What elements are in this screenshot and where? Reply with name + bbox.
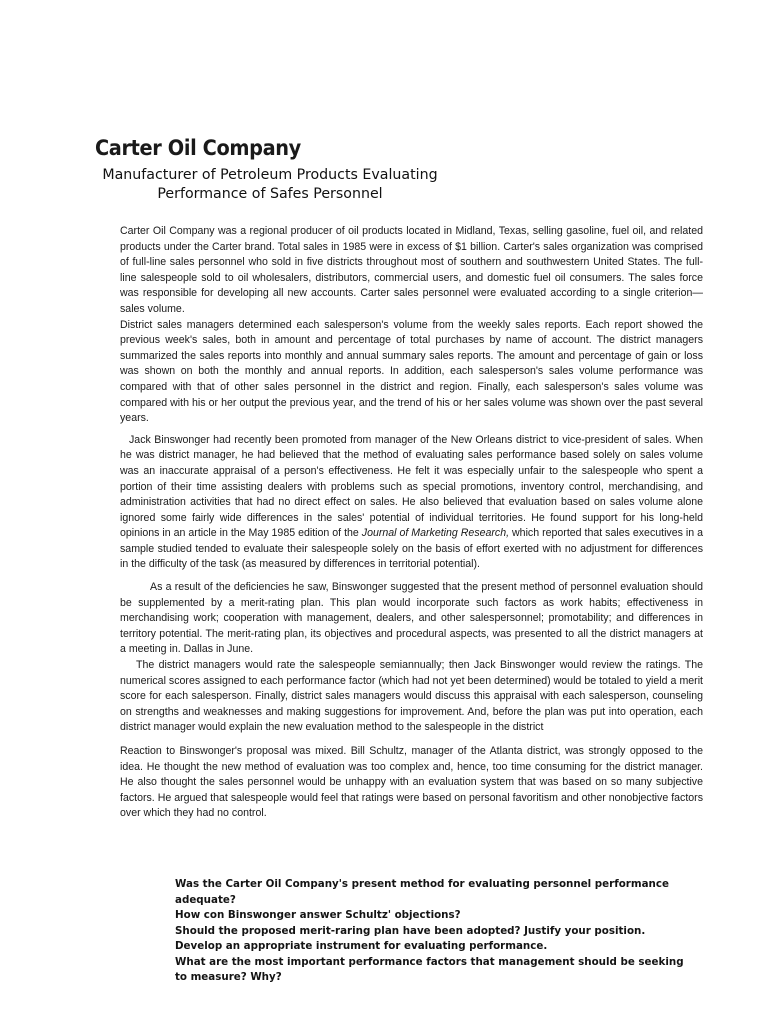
document-title: Carter Oil Company <box>95 136 301 160</box>
question-item: How con Binswonger answer Schultz' objections? <box>175 909 461 921</box>
paragraph-reaction: Reaction to Binswonger's proposal was mixed. Bill Schultz, manager of the Atlanta district, was strongly opposed to the idea. He thought the new method of evaluation was too complex and, hence, too time consuming for the district manager. He also thought the sales personnel would be unhappy with an evaluation system that was based on so many subjective factors. He argued that salespeople would feel that ratings were based on personal favoritism and other nonobjective factors over which they had no control. <box>120 745 703 820</box>
paragraph-text: Jack Binswonger had recently been promoted from manager of the New Orleans district to vice-president of sales. When he was district manager, he had believed that the method of evaluating sales performance based solely on sales volume was an inaccurate appraisal of a person's effectiveness. He felt it was especially unfair to the salespeople who spent a portion of their time assisting dealers with problems such as special promotions, inventory control, merchandising, and administration activities that had no direct effect on sales. He also believed that evaluation based on sales volume alone ignored some fairly wide differences in the sales' potential of individual territories. He found support for his long-held opinions in an article in the May 1985 edition of the <box>120 433 703 540</box>
discussion-questions <box>175 877 695 986</box>
paragraph-sales-reports: District sales managers determined each salesperson's volume from the weekly sales reports. Each report showed the previous week's sales, both in amount and percentage of total purchases by name of account. The district managers summarized the sales reports into monthly and annual summary sales reports. The amount and percentage of gain or loss was shown on both the monthly and annual reports. In addition, each salesperson's sales volume performance was compared with that of other sales personnel in the district and region. Finally, each salesperson's sales volume was compared with his or her output the previous year, and the trend of his or her sales volume was shown over the past several years. <box>120 318 703 425</box>
document-subtitle <box>95 166 445 204</box>
question-item: What are the most important performance factors that management should be seeking to measure? Why? <box>175 955 684 983</box>
question-item: Should the proposed merit-raring plan have been adopted? Justify your position. Develop an appropriate instrument for evaluating performance. <box>175 924 646 952</box>
paragraph-company-overview: Carter Oil Company was a regional producer of oil products located in Midland, Texas, selling gasoline, fuel oil, and related products under the Carter brand. Total sales in 1985 were in excess of $1 billion. Carter's sales organization was comprised of full-line sales personnel who sold in five districts throughout most of southern and southwestern United States. The full-line salespeople sold to oil wholesalers, distributors, commercial users, and domestic fuel oil consumers. The sales force was responsible for developing all new accounts. Carter sales personnel were evaluated according to a single criterion—sales volume. <box>120 225 703 315</box>
paragraph-rating-process: The district managers would rate the salespeople semiannually; then Jack Binswonger would review the ratings. The numerical scores assigned to each performance factor (which had not yet been determined) would be totaled to yield a merit score for each salesperson. Finally, district sales managers would discuss this appraisal with each salesperson, counseling on strengths and weaknesses and making suggestions for improvement. And, before the plan was put into operation, each district manager would explain the new evaluation method to the salespeople in the district <box>120 659 703 734</box>
subtitle-line-2: Performance of Safes Personnel <box>157 186 383 202</box>
paragraph-merit-rating-plan: As a result of the deficiencies he saw, Binswonger suggested that the present method of personnel evaluation should be supplemented by a merit-rating plan. This plan would incorporate such factors as work habits; effectiveness in merchandising work; cooperation with management, dealers, and other salespersonnel; promotability; and differences in territory potential. The merit-rating plan, its objectives and procedural aspects, was presented to all the district managers at a meeting in. Dallas in June. <box>120 581 703 656</box>
paragraph-binswonger-promotion <box>120 433 703 573</box>
subtitle-line-1: Manufacturer of Petroleum Products Evaluating <box>102 167 438 183</box>
paragraph-text: which reported that sales executives in a sample studied tended to evaluate their salespeople solely on the basis of effort exerted with no adjustment for differences in the difficulty of the task (as measured by differences in territorial potential). <box>120 527 703 571</box>
question-item: Was the Carter Oil Company's present method for evaluating personnel performance adequate? <box>175 878 669 906</box>
journal-citation: Journal of Marketing Research, <box>361 527 510 540</box>
document-body <box>120 224 703 822</box>
